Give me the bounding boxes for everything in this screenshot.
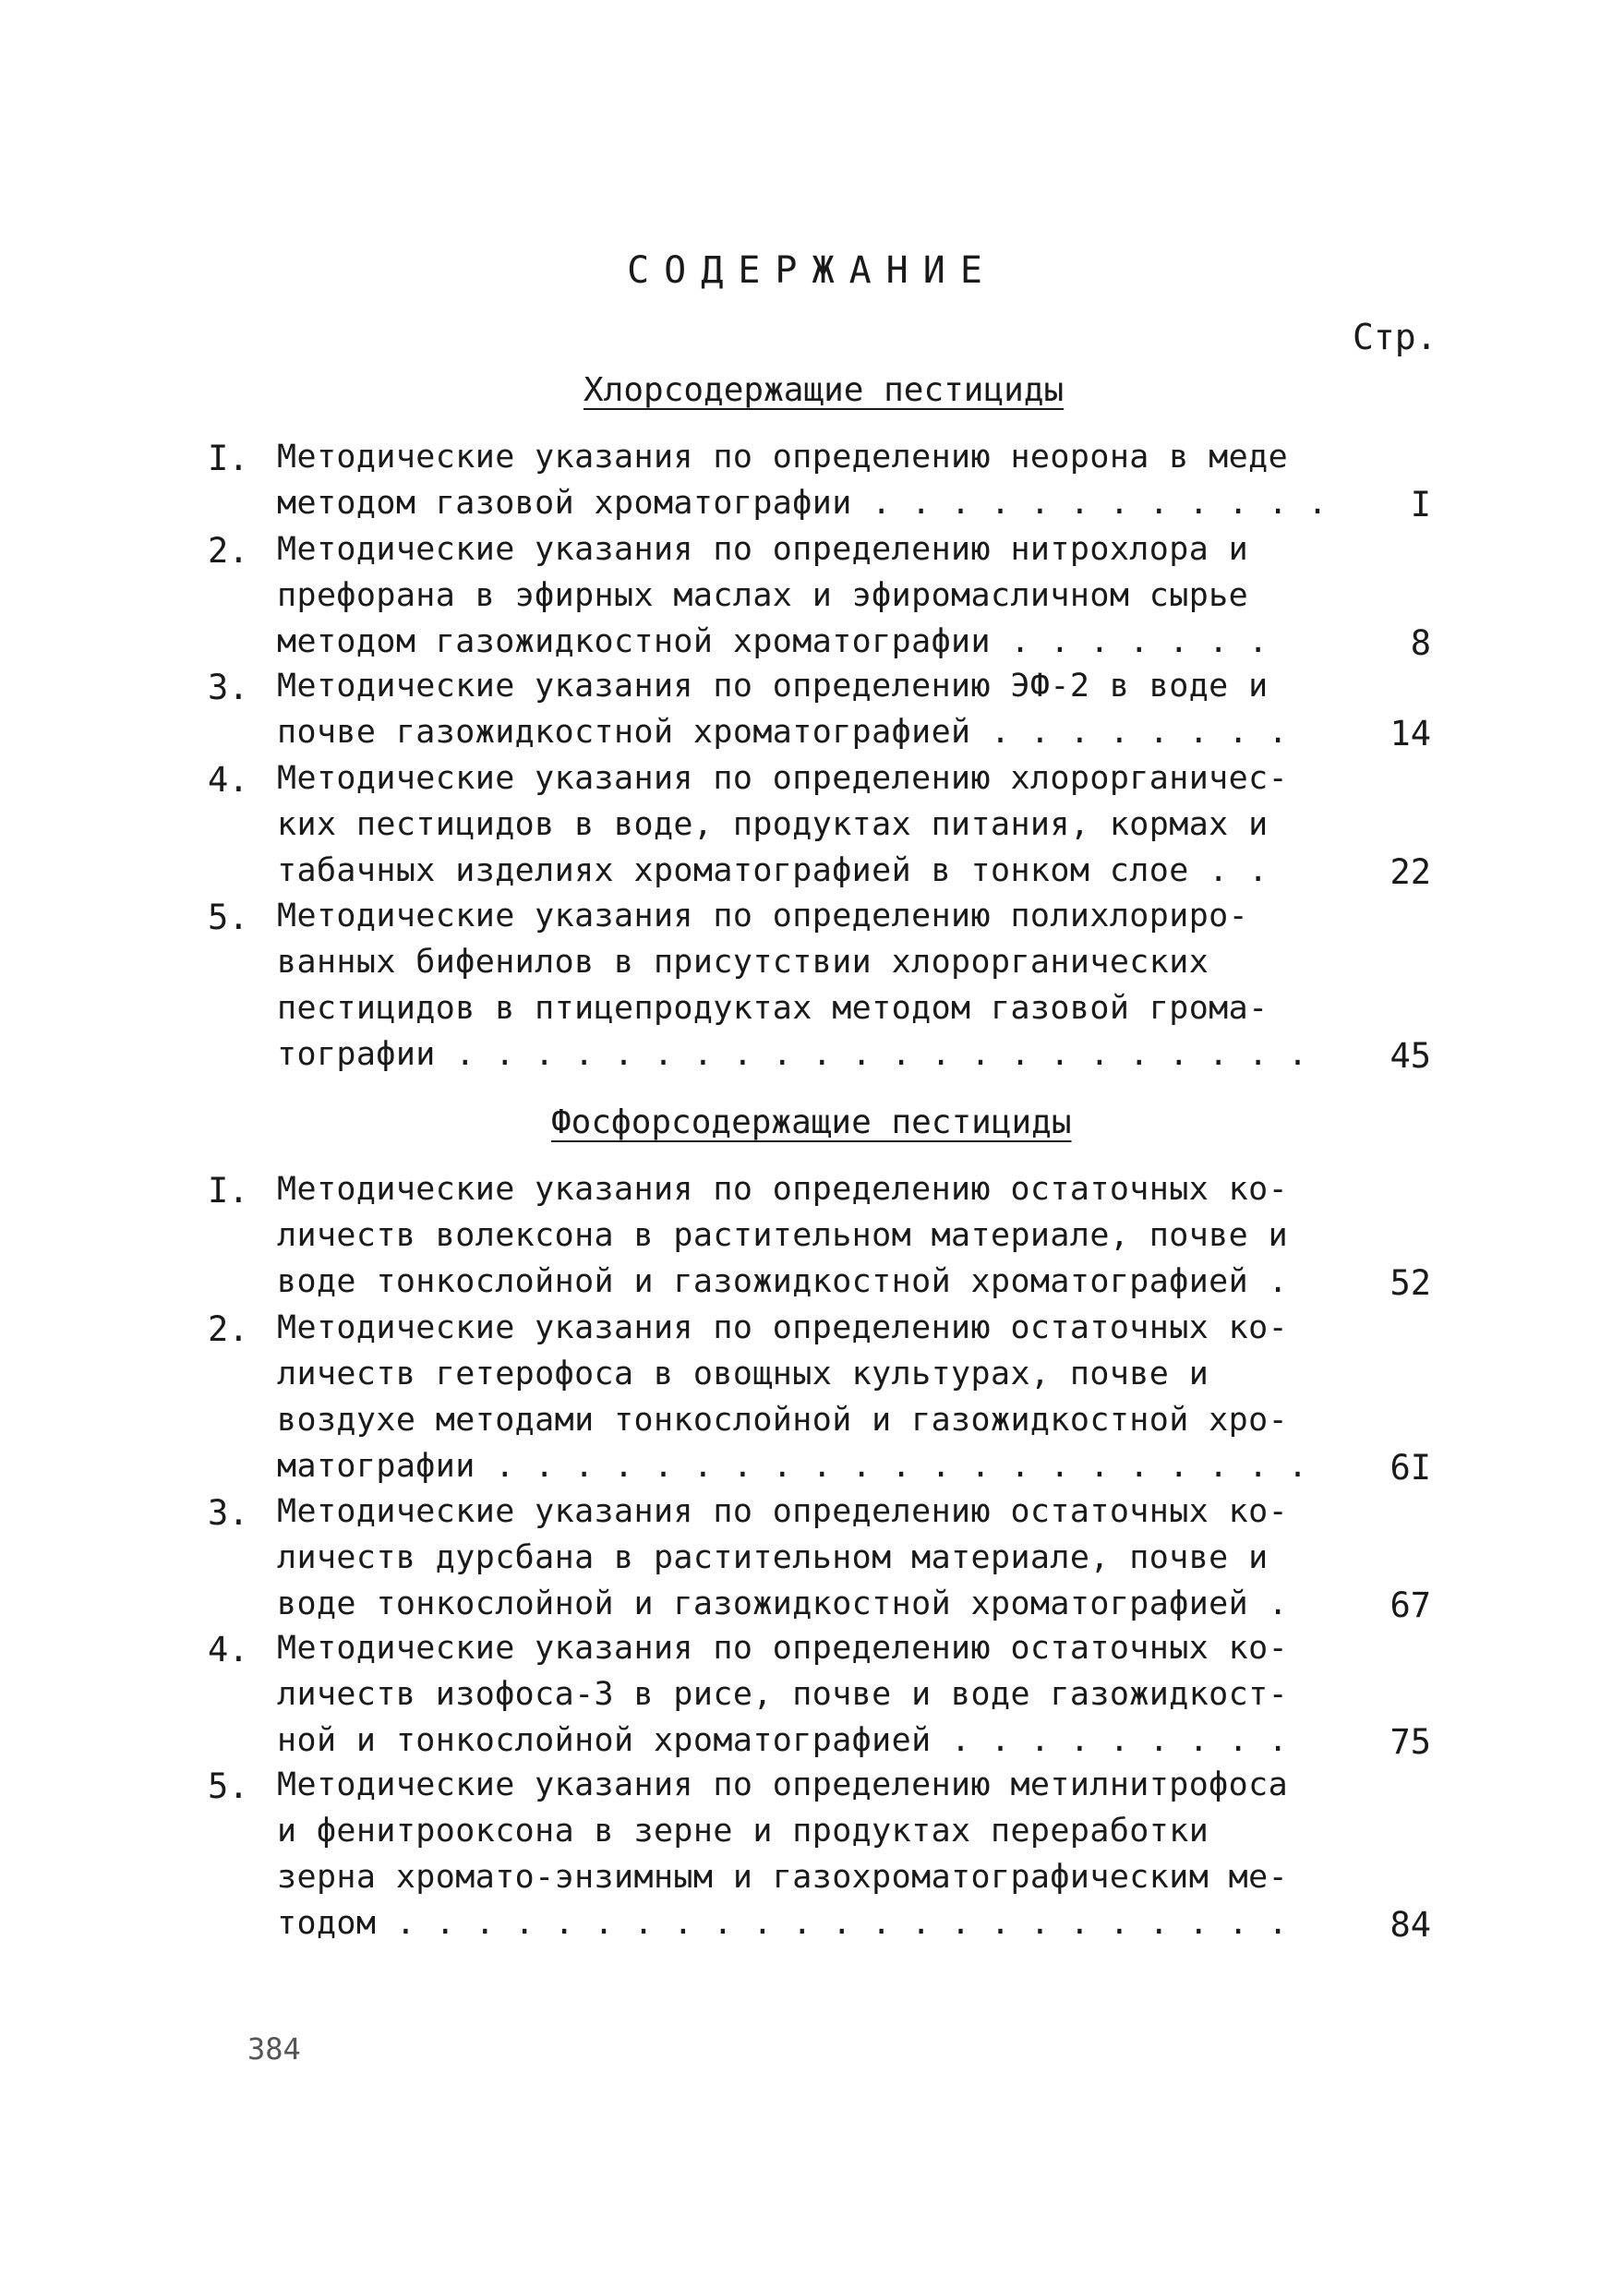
entry-line: Методические указания по определению остаточных ко-: [277, 1630, 1289, 1667]
entry-line: Методические указания по определению неорона в меде: [277, 439, 1289, 476]
entry-page: 52: [1389, 1263, 1431, 1303]
entry-line: личеств волексона в растительном материале, почве и: [277, 1217, 1289, 1254]
page-title: СОДЕРЖАНИЕ: [627, 249, 997, 292]
entry-number: 5.: [208, 898, 249, 937]
entry-line: воздухе методами тонкослойной и газожидкостной хро-: [277, 1402, 1289, 1439]
entry-line: личеств гетерофоса в овощных культурах, почве и: [277, 1356, 1209, 1392]
entry-number: 4.: [208, 1630, 249, 1669]
entry-page: 75: [1389, 1722, 1431, 1762]
entry-page: 22: [1389, 852, 1431, 892]
entry-line: тодом . . . . . . . . . . . . . . . . . . . . . . .: [277, 1905, 1289, 1942]
entry-line: ванных бифенилов в присутствии хлорорганических: [277, 944, 1209, 981]
entry-page: 67: [1389, 1585, 1431, 1625]
section-heading: Хлорсодержащие пестициды: [583, 371, 1065, 409]
entry-number: 3.: [208, 668, 249, 707]
entry-page: 8: [1410, 623, 1431, 663]
entry-page: 6I: [1389, 1448, 1431, 1488]
entry-number: 3.: [208, 1493, 249, 1533]
entry-line: ной и тонкослойной хроматографией . . . . . . . . .: [277, 1722, 1289, 1759]
entry-line: воде тонкослойной и газожидкостной хроматографией .: [277, 1263, 1289, 1300]
entry-line: Методические указания по определению метилнитрофоса: [277, 1766, 1289, 1803]
entry-line: префорана в эфирных маслах и эфиромасличном сырье: [277, 577, 1249, 614]
entry-number: I.: [208, 1171, 249, 1211]
entry-line: Методические указания по определению хлорорганичес-: [277, 760, 1289, 797]
entry-line: методом газовой хроматографии . . . . . . . . . . . .: [277, 485, 1329, 522]
entry-line: Методические указания по определению нитрохлора и: [277, 531, 1249, 568]
entry-line: почве газожидкостной хроматографией . . . . . . . .: [277, 714, 1289, 751]
entry-line: и фенитрооксона в зерне и продуктах переработки: [277, 1813, 1209, 1850]
entry-number: 4.: [208, 760, 249, 800]
entry-line: личеств изофоса-3 в рисе, почве и воде газожидкост-: [277, 1676, 1289, 1713]
entry-line: Методические указания по определению остаточных ко-: [277, 1493, 1289, 1530]
entry-page: I: [1410, 485, 1431, 524]
entry-line: методом газожидкостной хроматографии . . . . . . .: [277, 623, 1269, 660]
entry-line: Методические указания по определению остаточных ко-: [277, 1309, 1289, 1346]
entry-number: 5.: [208, 1766, 249, 1806]
entry-line: тографии . . . . . . . . . . . . . . . . . . . . . .: [277, 1036, 1308, 1073]
entry-line: табачных изделиях хроматографией в тонком слое . .: [277, 852, 1269, 889]
section-heading: Фосфорсодержащие пестициды: [551, 1103, 1072, 1141]
entry-line: Методические указания по определению полихлориро-: [277, 898, 1249, 934]
entry-line: Методические указания по определению остаточных ко-: [277, 1171, 1289, 1208]
entry-line: ких пестицидов в воде, продуктах питания, кормах и: [277, 806, 1269, 843]
entry-line: зерна хромато-энзимным и газохроматографическим ме-: [277, 1859, 1289, 1896]
entry-page: 45: [1389, 1036, 1431, 1076]
entry-number: I.: [208, 439, 249, 478]
entry-line: воде тонкослойной и газожидкостной хроматографией .: [277, 1585, 1289, 1622]
entry-line: Методические указания по определению ЭФ-2 в воде и: [277, 668, 1269, 705]
entry-number: 2.: [208, 1309, 249, 1349]
entry-line: матографии . . . . . . . . . . . . . . . . . . . . .: [277, 1448, 1308, 1485]
page-number-footer: 384: [247, 2031, 301, 2067]
entry-line: пестицидов в птицепродуктах методом газовой грома-: [277, 990, 1269, 1027]
entry-page: 84: [1389, 1905, 1431, 1945]
entry-page: 14: [1389, 714, 1431, 753]
entry-line: личеств дурсбана в растительном материале, почве и: [277, 1539, 1269, 1576]
entry-number: 2.: [208, 531, 249, 571]
page-column-header: Стр.: [1353, 317, 1438, 357]
